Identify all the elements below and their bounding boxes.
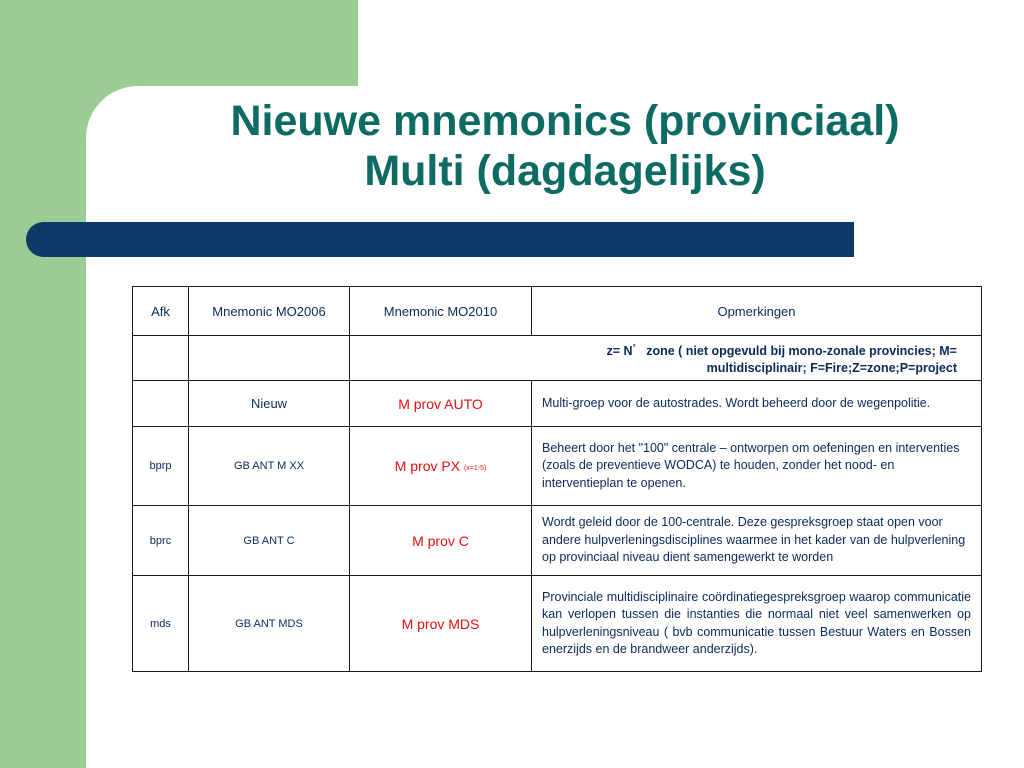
cell-mo2006: GB ANT C (189, 506, 350, 576)
legend-empty-afk (133, 336, 189, 381)
title-underline-bar (26, 222, 854, 257)
table-row (133, 427, 982, 506)
cell-afk (133, 381, 189, 427)
cell-opmerkingen: Multi-groep voor de autostrades. Wordt beheerd door de wegenpolitie. (532, 381, 982, 427)
title-line-1: Nieuwe mnemonics (provinciaal) (230, 97, 900, 145)
cell-opmerkingen: Provinciale multidisciplinaire coördinatiegespreksgroep waarop communicatie kan verlopen tussen die instanties die normaal niet veel samenwerken op hulpverleningsniveau ( bvb communicatie tussen Bestuur Waters en Bossen enerzijds en de brandweer anderzijds). (532, 576, 982, 672)
table-row (133, 381, 982, 427)
cell-opmerkingen: Wordt geleid door de 100-centrale. Deze gespreksgroep staat open voor andere hulpverleningsdisciplines waarmee in het kader van de hulpverlening op provinciaal niveau dient samengewerkt te worden (532, 506, 982, 576)
table-row (133, 506, 982, 576)
header-mo2010: Mnemonic MO2010 (350, 287, 532, 336)
decor-green-left (0, 0, 86, 768)
cell-mo2010: M prov C (350, 506, 532, 576)
cell-mo2010: M prov PX $_{(x=1-5)}$ (350, 427, 532, 506)
legend-text: z= N° zone ( niet opgevuld bij mono-zonale provincies; M= multidisciplinair; F=Fire;Z=zone;P=project (350, 336, 982, 381)
cell-afk: bprc (133, 506, 189, 576)
table-row (133, 576, 982, 672)
range-note: (x=1-5) (463, 465, 487, 472)
cell-opmerkingen: Beheert door het "100" centrale – ontworpen om oefeningen en interventies (zoals de preventieve WODCA) te houden, zonder het nood- en interventieplan te openen. (532, 427, 982, 506)
header-opmerkingen: Opmerkingen (532, 287, 982, 336)
cell-mo2006: GB ANT M XX (189, 427, 350, 506)
cell-afk: bprp (133, 427, 189, 506)
mnemonics-table (132, 286, 982, 672)
slide-title (120, 96, 1010, 196)
legend-row (133, 336, 982, 381)
cell-afk: mds (133, 576, 189, 672)
cell-mo2010: M prov MDS (350, 576, 532, 672)
table-header-row (133, 287, 982, 336)
cell-mo2006: Nieuw (189, 381, 350, 427)
legend-empty-mo2006 (189, 336, 350, 381)
cell-mo2006: GB ANT MDS (189, 576, 350, 672)
cell-mo2010: M prov AUTO (350, 381, 532, 427)
title-line-2: Multi (dagdagelijks) (364, 147, 766, 195)
header-afk: Afk (133, 287, 189, 336)
header-mo2006: Mnemonic MO2006 (189, 287, 350, 336)
